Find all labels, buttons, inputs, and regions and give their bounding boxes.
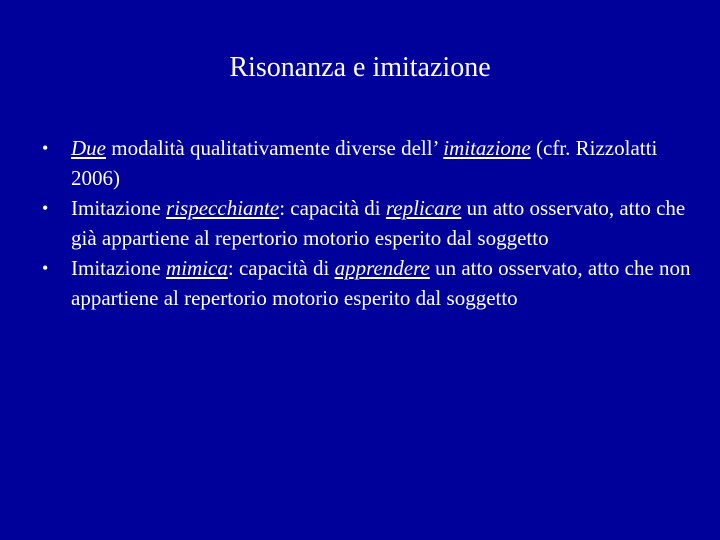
bullet-item-due-modalita [42,133,692,193]
text-segment: Imitazione [71,196,167,220]
text-segment: Imitazione [71,256,167,280]
text-segment: un atto osservato, atto che non appartiene al repertorio motorio esperito dal soggetto [71,256,691,310]
bullet-item-imitazione-mimica [42,253,692,313]
bullet-icon: • [42,138,49,158]
bullet-icon: • [42,198,49,218]
emphasis-imitazione: imitazione [443,136,531,160]
bullet-icon: • [42,258,49,278]
text-segment: (cfr. Rizzolatti 2006) [71,136,658,190]
bullet-list [42,133,692,313]
bullet-item-imitazione-rispecchiante [42,193,692,253]
bullet-text [71,256,691,310]
slide-title: Risonanza e imitazione [229,52,491,83]
emphasis-apprendere: apprendere [334,256,430,280]
emphasis-replicare: replicare [385,196,462,220]
text-segment: modalità qualitativamente diverse dell’ [106,136,444,160]
text-segment: un atto osservato, atto che già appartiene al repertorio motorio esperito dal soggetto [71,196,686,250]
text-segment: : capacità di [227,256,335,280]
emphasis-mimica: mimica [166,256,228,280]
bullet-text [71,196,685,250]
text-segment: : capacità di [279,196,386,220]
emphasis-due: Due [71,136,106,160]
emphasis-rispecchiante: rispecchiante [166,196,280,220]
bullet-text [71,136,657,190]
